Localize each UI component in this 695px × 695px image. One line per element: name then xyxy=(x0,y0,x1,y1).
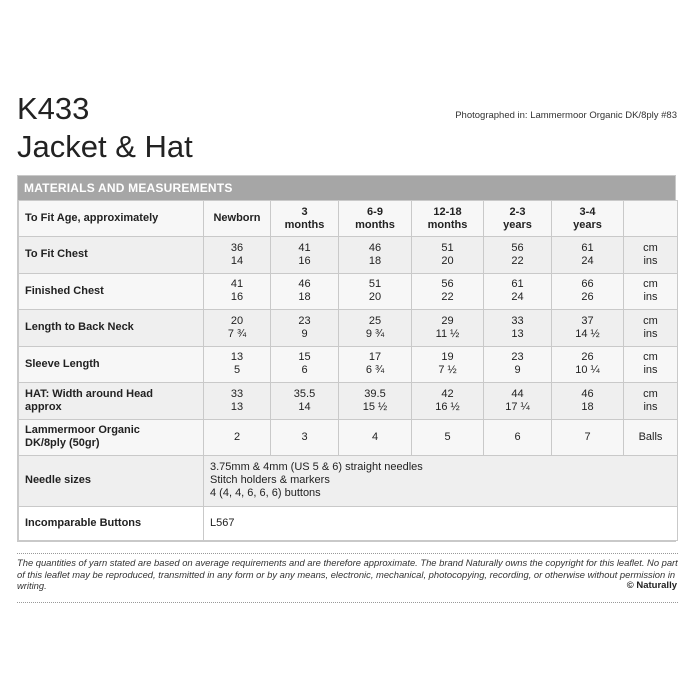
value-in: 16 xyxy=(230,291,244,304)
value-cell xyxy=(552,310,624,347)
buttons-code: L567 xyxy=(210,516,235,529)
value-cell xyxy=(412,237,484,274)
value-in: 7 ¾ xyxy=(227,327,247,340)
row-label-text: To Fit Chest xyxy=(25,248,88,261)
unit-in: ins xyxy=(643,400,658,413)
row-label xyxy=(19,201,204,237)
value-cm: 37 xyxy=(581,314,594,327)
value-cell xyxy=(271,237,339,274)
value-cm: 46 xyxy=(368,241,382,254)
value-cell xyxy=(204,273,271,310)
value-in: 9 ¾ xyxy=(365,327,385,340)
needles-line: 4 (4, 4, 6, 6, 6) buttons xyxy=(210,487,321,499)
value-cm: 26 xyxy=(581,351,594,364)
materials-table-panel xyxy=(17,175,676,542)
balls-cell xyxy=(339,419,412,455)
value-in: 18 xyxy=(581,400,594,413)
balls-value: 7 xyxy=(584,430,591,443)
unit-cm: cm xyxy=(643,278,658,291)
size-header-line: years xyxy=(573,218,602,231)
value-cm: 51 xyxy=(441,241,454,254)
value-cell xyxy=(339,383,412,420)
row-label xyxy=(19,346,204,383)
value-cell xyxy=(412,273,484,310)
value-cm: 19 xyxy=(441,351,454,364)
unit-in: ins xyxy=(643,291,658,304)
value-cell xyxy=(204,346,271,383)
photographed-in-note: Photographed in: Lammermoor Organic DK/8ply #83 xyxy=(455,110,677,121)
value-cm: 56 xyxy=(441,278,454,291)
value-cell xyxy=(412,383,484,420)
row-label-text: Finished Chest xyxy=(25,284,104,297)
table-row xyxy=(19,237,678,274)
value-in: 6 ¾ xyxy=(365,364,385,377)
row-label-text: HAT: Width around Head xyxy=(25,387,154,400)
yarn-row xyxy=(19,419,678,455)
balls-value: 4 xyxy=(371,430,379,443)
needles-value xyxy=(204,455,678,506)
pattern-title: Jacket & Hat xyxy=(17,129,193,164)
age-header-row xyxy=(19,201,678,237)
value-cell xyxy=(552,346,624,383)
size-header-line: 12-18 xyxy=(433,205,462,218)
value-in: 6 xyxy=(301,364,308,377)
unit-cell xyxy=(624,273,678,310)
value-cm: 29 xyxy=(441,314,454,327)
value-cm: 20 xyxy=(230,314,244,327)
balls-cell xyxy=(484,419,552,455)
table-row xyxy=(19,273,678,310)
value-cm: 41 xyxy=(230,278,244,291)
row-label-text: Incomparable Buttons xyxy=(25,516,142,529)
value-cm: 61 xyxy=(581,241,594,254)
value-cm: 23 xyxy=(511,351,524,364)
size-header-line: months xyxy=(355,218,395,231)
value-cell xyxy=(552,273,624,310)
buttons-value xyxy=(204,506,678,540)
divider-top xyxy=(17,553,678,554)
value-cm: 17 xyxy=(368,351,382,364)
value-cm: 36 xyxy=(230,241,244,254)
value-cell xyxy=(484,237,552,274)
value-cm: 23 xyxy=(298,314,311,327)
pattern-code: K433 xyxy=(17,91,90,126)
copyright: © Naturally xyxy=(626,580,677,591)
unit-cell xyxy=(624,383,678,420)
value-cm: 56 xyxy=(511,241,524,254)
value-cm: 66 xyxy=(581,278,594,291)
size-header-line: 6-9 xyxy=(367,205,383,218)
unit-cell xyxy=(624,237,678,274)
value-in: 14 xyxy=(298,400,311,413)
row-label xyxy=(19,383,204,420)
value-in: 26 xyxy=(581,291,594,304)
size-header xyxy=(204,201,271,237)
row-label-text: DK/8ply (50gr) xyxy=(25,437,100,449)
value-cm: 35.5 xyxy=(293,387,316,400)
value-in: 24 xyxy=(581,254,594,267)
value-cell xyxy=(204,383,271,420)
balls-cell xyxy=(204,419,271,455)
value-in: 11 ½ xyxy=(435,327,460,340)
table-row xyxy=(19,383,678,420)
value-cell xyxy=(339,273,412,310)
value-in: 16 ½ xyxy=(435,400,460,413)
needles-row xyxy=(19,455,678,506)
unit-header xyxy=(624,201,678,237)
size-header xyxy=(552,201,624,237)
size-header-line: Newborn xyxy=(213,212,261,224)
value-in: 15 ½ xyxy=(362,400,388,413)
value-cell xyxy=(484,383,552,420)
footnote: The quantities of yarn stated are based on average requirements and are therefore approximate. The brand Naturally owns the copyright for this leaflet. No part of this leaflet may be reproduced, transmitted in any form or by any means, electronic, mechanical, photocopying, recording, or otherwise without permission in writing. xyxy=(17,557,678,591)
section-header: MATERIALS AND MEASUREMENTS xyxy=(18,176,675,200)
unit-cm: cm xyxy=(643,351,658,364)
value-cm: 46 xyxy=(298,278,311,291)
balls-value: 6 xyxy=(514,430,521,443)
unit-cm: cm xyxy=(643,387,658,400)
value-in: 13 xyxy=(511,327,524,340)
value-in: 9 xyxy=(301,327,308,340)
balls-cell xyxy=(271,419,339,455)
row-label-text: approx xyxy=(25,400,62,413)
value-in: 18 xyxy=(298,291,311,304)
balls-value: 3 xyxy=(301,430,308,443)
value-in: 20 xyxy=(441,254,454,267)
row-label xyxy=(19,237,204,274)
divider-bottom xyxy=(17,602,678,603)
value-cm: 61 xyxy=(511,278,524,291)
row-label-text: Length to Back Neck xyxy=(25,321,134,334)
value-cm: 33 xyxy=(511,314,524,327)
value-in: 9 xyxy=(514,364,521,377)
row-label xyxy=(19,419,204,455)
size-header-line: 3 xyxy=(301,205,308,218)
value-cm: 44 xyxy=(511,387,524,400)
value-in: 14 xyxy=(230,254,244,267)
value-cm: 25 xyxy=(368,314,382,327)
size-header xyxy=(412,201,484,237)
row-label-text: To Fit Age, approximately xyxy=(25,212,159,224)
value-cell xyxy=(204,310,271,347)
value-cell xyxy=(484,310,552,347)
value-cm: 42 xyxy=(441,387,454,400)
size-header xyxy=(339,201,412,237)
value-cell xyxy=(271,346,339,383)
balls-cell xyxy=(552,419,624,455)
value-cm: 33 xyxy=(230,387,244,400)
unit-cell xyxy=(624,346,678,383)
value-in: 7 ½ xyxy=(438,364,457,377)
value-in: 17 ¼ xyxy=(505,400,530,413)
value-cm: 51 xyxy=(368,278,382,291)
value-cell xyxy=(484,273,552,310)
value-in: 22 xyxy=(441,291,454,304)
value-in: 16 xyxy=(298,254,311,267)
value-cm: 13 xyxy=(230,351,244,364)
value-in: 18 xyxy=(368,254,382,267)
value-in: 20 xyxy=(368,291,382,304)
unit-cm: cm xyxy=(643,314,658,327)
value-cell xyxy=(339,346,412,383)
unit-in: ins xyxy=(643,327,658,340)
value-cell xyxy=(204,237,271,274)
unit-cm: cm xyxy=(643,241,658,254)
size-header-line: months xyxy=(284,218,325,231)
value-cell xyxy=(271,383,339,420)
value-cm: 15 xyxy=(298,351,311,364)
row-label-text: Needle sizes xyxy=(25,474,92,486)
row-label xyxy=(19,506,204,540)
unit-in: ins xyxy=(643,254,658,267)
value-cell xyxy=(339,310,412,347)
value-in: 5 xyxy=(233,364,241,377)
value-in: 24 xyxy=(511,291,524,304)
size-header xyxy=(484,201,552,237)
needles-line: Stitch holders & markers xyxy=(210,474,330,486)
balls-unit: Balls xyxy=(638,430,663,443)
value-cell xyxy=(552,383,624,420)
value-cell xyxy=(271,273,339,310)
value-cell xyxy=(552,237,624,274)
value-cm: 41 xyxy=(298,241,311,254)
value-cell xyxy=(271,310,339,347)
row-label-text: Lammermoor Organic xyxy=(25,424,140,436)
value-in: 14 ½ xyxy=(575,327,600,340)
row-label xyxy=(19,310,204,347)
balls-cell xyxy=(412,419,484,455)
row-label-text: Sleeve Length xyxy=(25,357,100,370)
unit-in: ins xyxy=(643,364,658,377)
size-header-line: 2-3 xyxy=(509,205,526,218)
size-header xyxy=(271,201,339,237)
table-row xyxy=(19,310,678,347)
row-label xyxy=(19,455,204,506)
unit-cell xyxy=(624,310,678,347)
value-cm: 39.5 xyxy=(364,387,386,400)
value-in: 10 ¼ xyxy=(575,364,600,377)
value-cm: 46 xyxy=(581,387,594,400)
table-row xyxy=(19,346,678,383)
measurements-table xyxy=(18,200,678,541)
buttons-row xyxy=(19,506,678,540)
value-cell xyxy=(484,346,552,383)
balls-value: 2 xyxy=(233,430,241,443)
unit-cell xyxy=(624,419,678,455)
size-header-line: months xyxy=(427,218,468,231)
size-header-line: 3-4 xyxy=(579,205,596,218)
value-cell xyxy=(339,237,412,274)
size-header-line: years xyxy=(503,218,532,231)
row-label xyxy=(19,273,204,310)
needles-line: 3.75mm & 4mm (US 5 & 6) straight needles xyxy=(210,461,423,473)
balls-value: 5 xyxy=(444,430,451,443)
value-cell xyxy=(412,346,484,383)
value-in: 13 xyxy=(230,400,244,413)
value-in: 22 xyxy=(511,254,524,267)
value-cell xyxy=(412,310,484,347)
